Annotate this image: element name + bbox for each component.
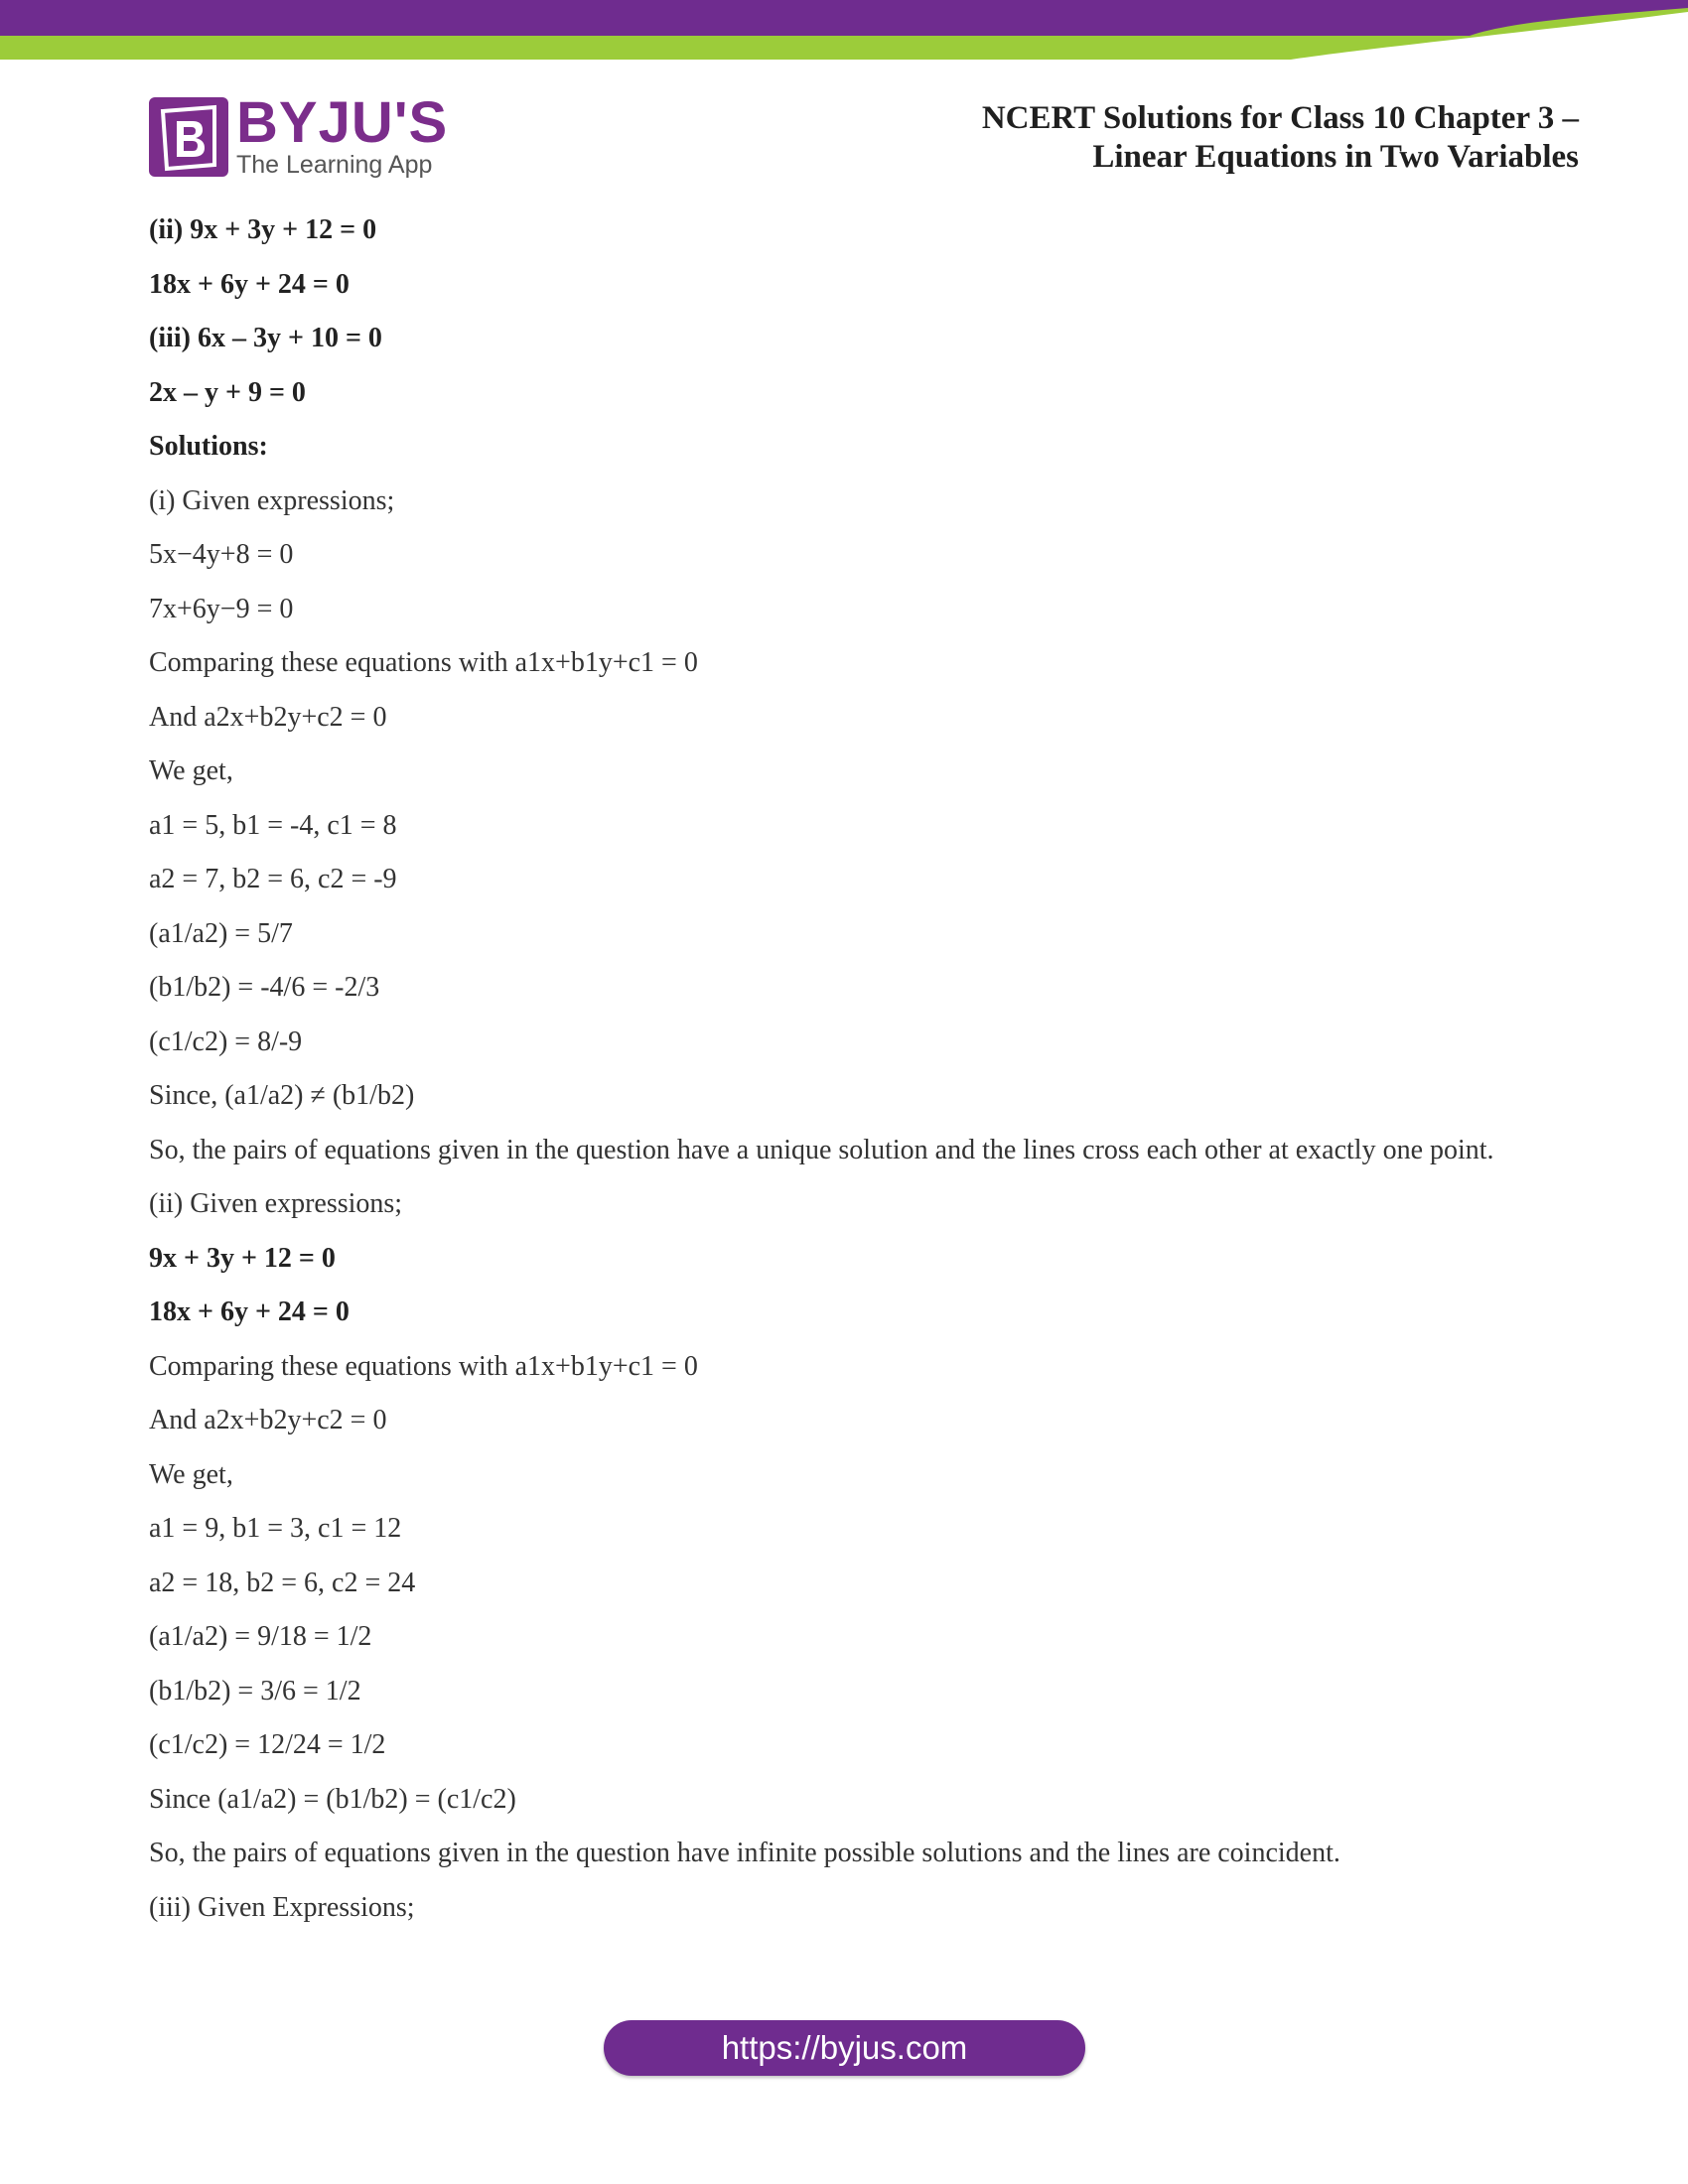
logo-name: BYJU'S — [236, 90, 449, 155]
content-line: (i) Given expressions; — [149, 484, 395, 516]
content-line: a2 = 18, b2 = 6, c2 = 24 — [149, 1567, 416, 1598]
document-title-line-2: Linear Equations in Two Variables — [1092, 139, 1579, 175]
byjus-logo — [149, 90, 449, 181]
content-line: (iii) Given Expressions; — [149, 1891, 415, 1923]
content-line: Comparing these equations with a1x+b1y+c1 = 0 — [149, 1350, 698, 1382]
content-line: (ii) Given expressions; — [149, 1188, 403, 1219]
content-line: (b1/b2) = 3/6 = 1/2 — [149, 1675, 361, 1706]
content-line: a2 = 7, b2 = 6, c2 = -9 — [149, 864, 397, 894]
content-line: Comparing these equations with a1x+b1y+c1 = 0 — [149, 647, 698, 678]
content-line: a1 = 5, b1 = -4, c1 = 8 — [149, 809, 397, 841]
content-line: So, the pairs of equations given in the question have a unique solution and the lines cross each other at exactly one point. — [149, 1134, 1494, 1165]
content-line: (a1/a2) = 9/18 = 1/2 — [149, 1621, 372, 1652]
content-line: 9x + 3y + 12 = 0 — [149, 1242, 336, 1274]
content-line: And a2x+b2y+c2 = 0 — [149, 1405, 387, 1435]
content-line: We get, — [149, 1458, 233, 1490]
content-line: a1 = 9, b1 = 3, c1 = 12 — [149, 1513, 402, 1544]
content-line: (ii) 9x + 3y + 12 = 0 — [149, 214, 377, 245]
content-line: 5x−4y+8 = 0 — [149, 539, 294, 570]
document-title — [982, 99, 1579, 177]
content-line: (a1/a2) = 5/7 — [149, 917, 293, 949]
content-line: 2x – y + 9 = 0 — [149, 376, 306, 408]
content-line: We get, — [149, 755, 233, 786]
document-title-line-1: NCERT Solutions for Class 10 Chapter 3 – — [981, 100, 1579, 136]
content-line: (c1/c2) = 8/-9 — [149, 1025, 303, 1057]
content-line: Solutions: — [149, 431, 268, 462]
footer-url-link[interactable] — [604, 2020, 1085, 2076]
content-line: (c1/c2) = 12/24 = 1/2 — [149, 1729, 386, 1760]
content-line: (b1/b2) = -4/6 = -2/3 — [149, 972, 380, 1003]
header-color-band — [0, 0, 1688, 60]
logo-tagline: The Learning App — [236, 151, 433, 179]
content-line: So, the pairs of equations given in the question have infinite possible solutions and the lines are coincident. — [149, 1838, 1340, 1868]
content-line: 18x + 6y + 24 = 0 — [149, 1297, 350, 1327]
content-line: And a2x+b2y+c2 = 0 — [149, 701, 387, 733]
content-line: Since, (a1/a2) ≠ (b1/b2) — [149, 1080, 415, 1111]
content-line: 18x + 6y + 24 = 0 — [149, 268, 350, 300]
logo-b-icon — [149, 97, 228, 177]
content-line: (iii) 6x – 3y + 10 = 0 — [149, 323, 382, 353]
solution-content — [149, 213, 1539, 1945]
content-line: 7x+6y−9 = 0 — [149, 593, 294, 624]
footer-url-text: https://byjus.com — [721, 2029, 968, 2066]
content-line: Since (a1/a2) = (b1/b2) = (c1/c2) — [149, 1783, 516, 1815]
